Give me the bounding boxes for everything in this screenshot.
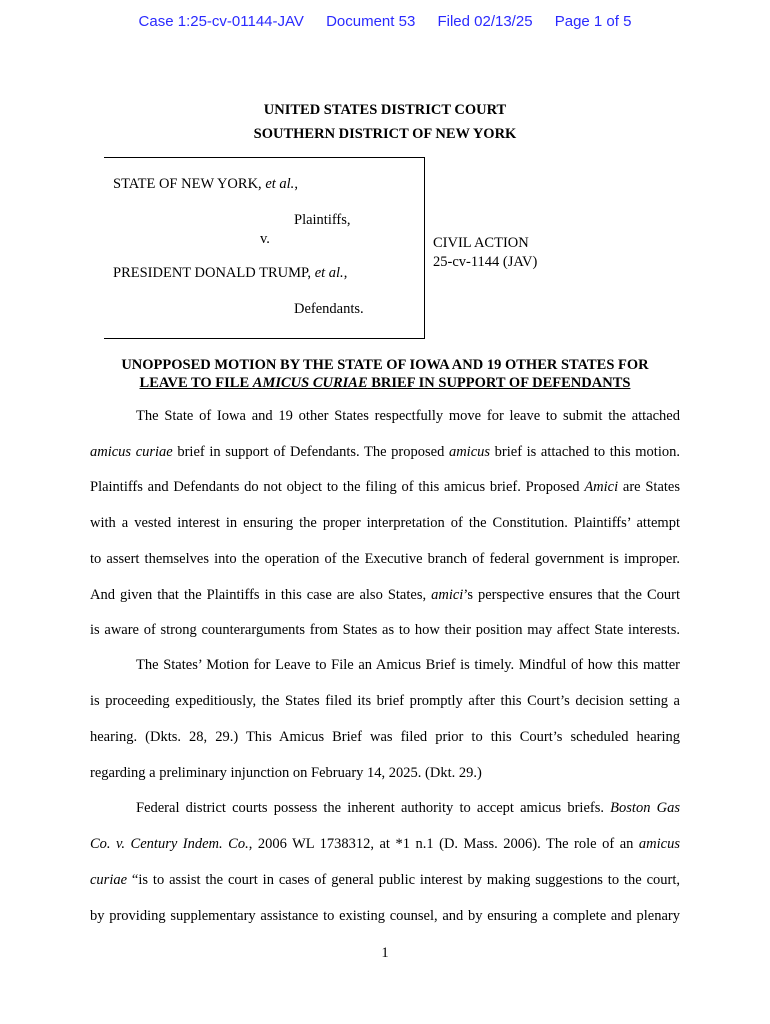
body-line: The States’ Motion for Leave to File an Amicus Brief is timely. Mindful of how this matter (136, 657, 680, 673)
motion-title-line2: LEAVE TO FILE AMICUS CURIAE BRIEF IN SUPPORT OF DEFENDANTS (139, 375, 631, 391)
court-name: UNITED STATES DISTRICT COURT (263, 102, 507, 118)
versus-label: v. (260, 231, 270, 247)
motion-title-line1: UNOPPOSED MOTION BY THE STATE OF IOWA AND 19 OTHER STATES FOR (121, 357, 649, 373)
page-number: 1 (381, 945, 389, 961)
body-line: The State of Iowa and 19 other States respectfully move for leave to submit the attached (136, 408, 680, 424)
case-number: Case 1:25-cv-01144-JAV (138, 13, 304, 30)
body-line: hearing. (Dkts. 28, 29.) This Amicus Brief was filed prior to this Court’s scheduled hearing (90, 729, 680, 745)
civil-action-label: CIVIL ACTION (433, 235, 529, 251)
body-line: Federal district courts possess the inherent authority to accept amicus briefs. Boston Gas (136, 800, 680, 816)
body-line: is aware of strong counterarguments from States as to how their position may affect State interests. (90, 622, 680, 638)
defendant-name: PRESIDENT DONALD TRUMP, et al., (113, 265, 348, 281)
plaintiffs-label: Plaintiffs, (294, 212, 351, 228)
body-line: Co. v. Century Indem. Co., 2006 WL 1738312, at *1 n.1 (D. Mass. 2006). The role of an amicus (90, 836, 680, 852)
body-line: Plaintiffs and Defendants do not object to the filing of this amicus brief. Proposed Amici are States (90, 479, 680, 495)
page-count: Page 1 of 5 (554, 13, 632, 30)
defendants-label: Defendants. (294, 301, 364, 317)
body-line: by providing supplementary assistance to existing counsel, and by ensuring a complete and plenary (90, 908, 680, 924)
court-district: SOUTHERN DISTRICT OF NEW YORK (253, 126, 517, 142)
body-line: is proceeding expeditiously, the States filed its brief promptly after this Court’s decision setting a (90, 693, 680, 709)
ecf-header (0, 13, 770, 30)
body-line: curiae “is to assist the court in cases of general public interest by making suggestions to the court, (90, 872, 680, 888)
court-heading (0, 98, 770, 146)
body-line: amicus curiae brief in support of Defendants. The proposed amicus brief is attached to this motion. (90, 444, 680, 460)
motion-title (0, 356, 770, 392)
plaintiff-name: STATE OF NEW YORK, et al., (113, 176, 298, 192)
body-line: And given that the Plaintiffs in this case are also States, amici’s perspective ensures that the Court (90, 587, 680, 603)
document-number: Document 53 (326, 13, 416, 30)
body-line: with a vested interest in ensuring the proper interpretation of the Constitution. Plaintiffs’ attempt (90, 515, 680, 531)
civil-action-block (433, 234, 537, 272)
filed-date: Filed 02/13/25 (437, 13, 533, 30)
body-line: to assert themselves into the operation of the Executive branch of federal government is improper. (90, 551, 680, 567)
civil-case-number: 25-cv-1144 (JAV) (433, 254, 538, 270)
body-line: regarding a preliminary injunction on February 14, 2025. (Dkt. 29.) (90, 765, 482, 781)
